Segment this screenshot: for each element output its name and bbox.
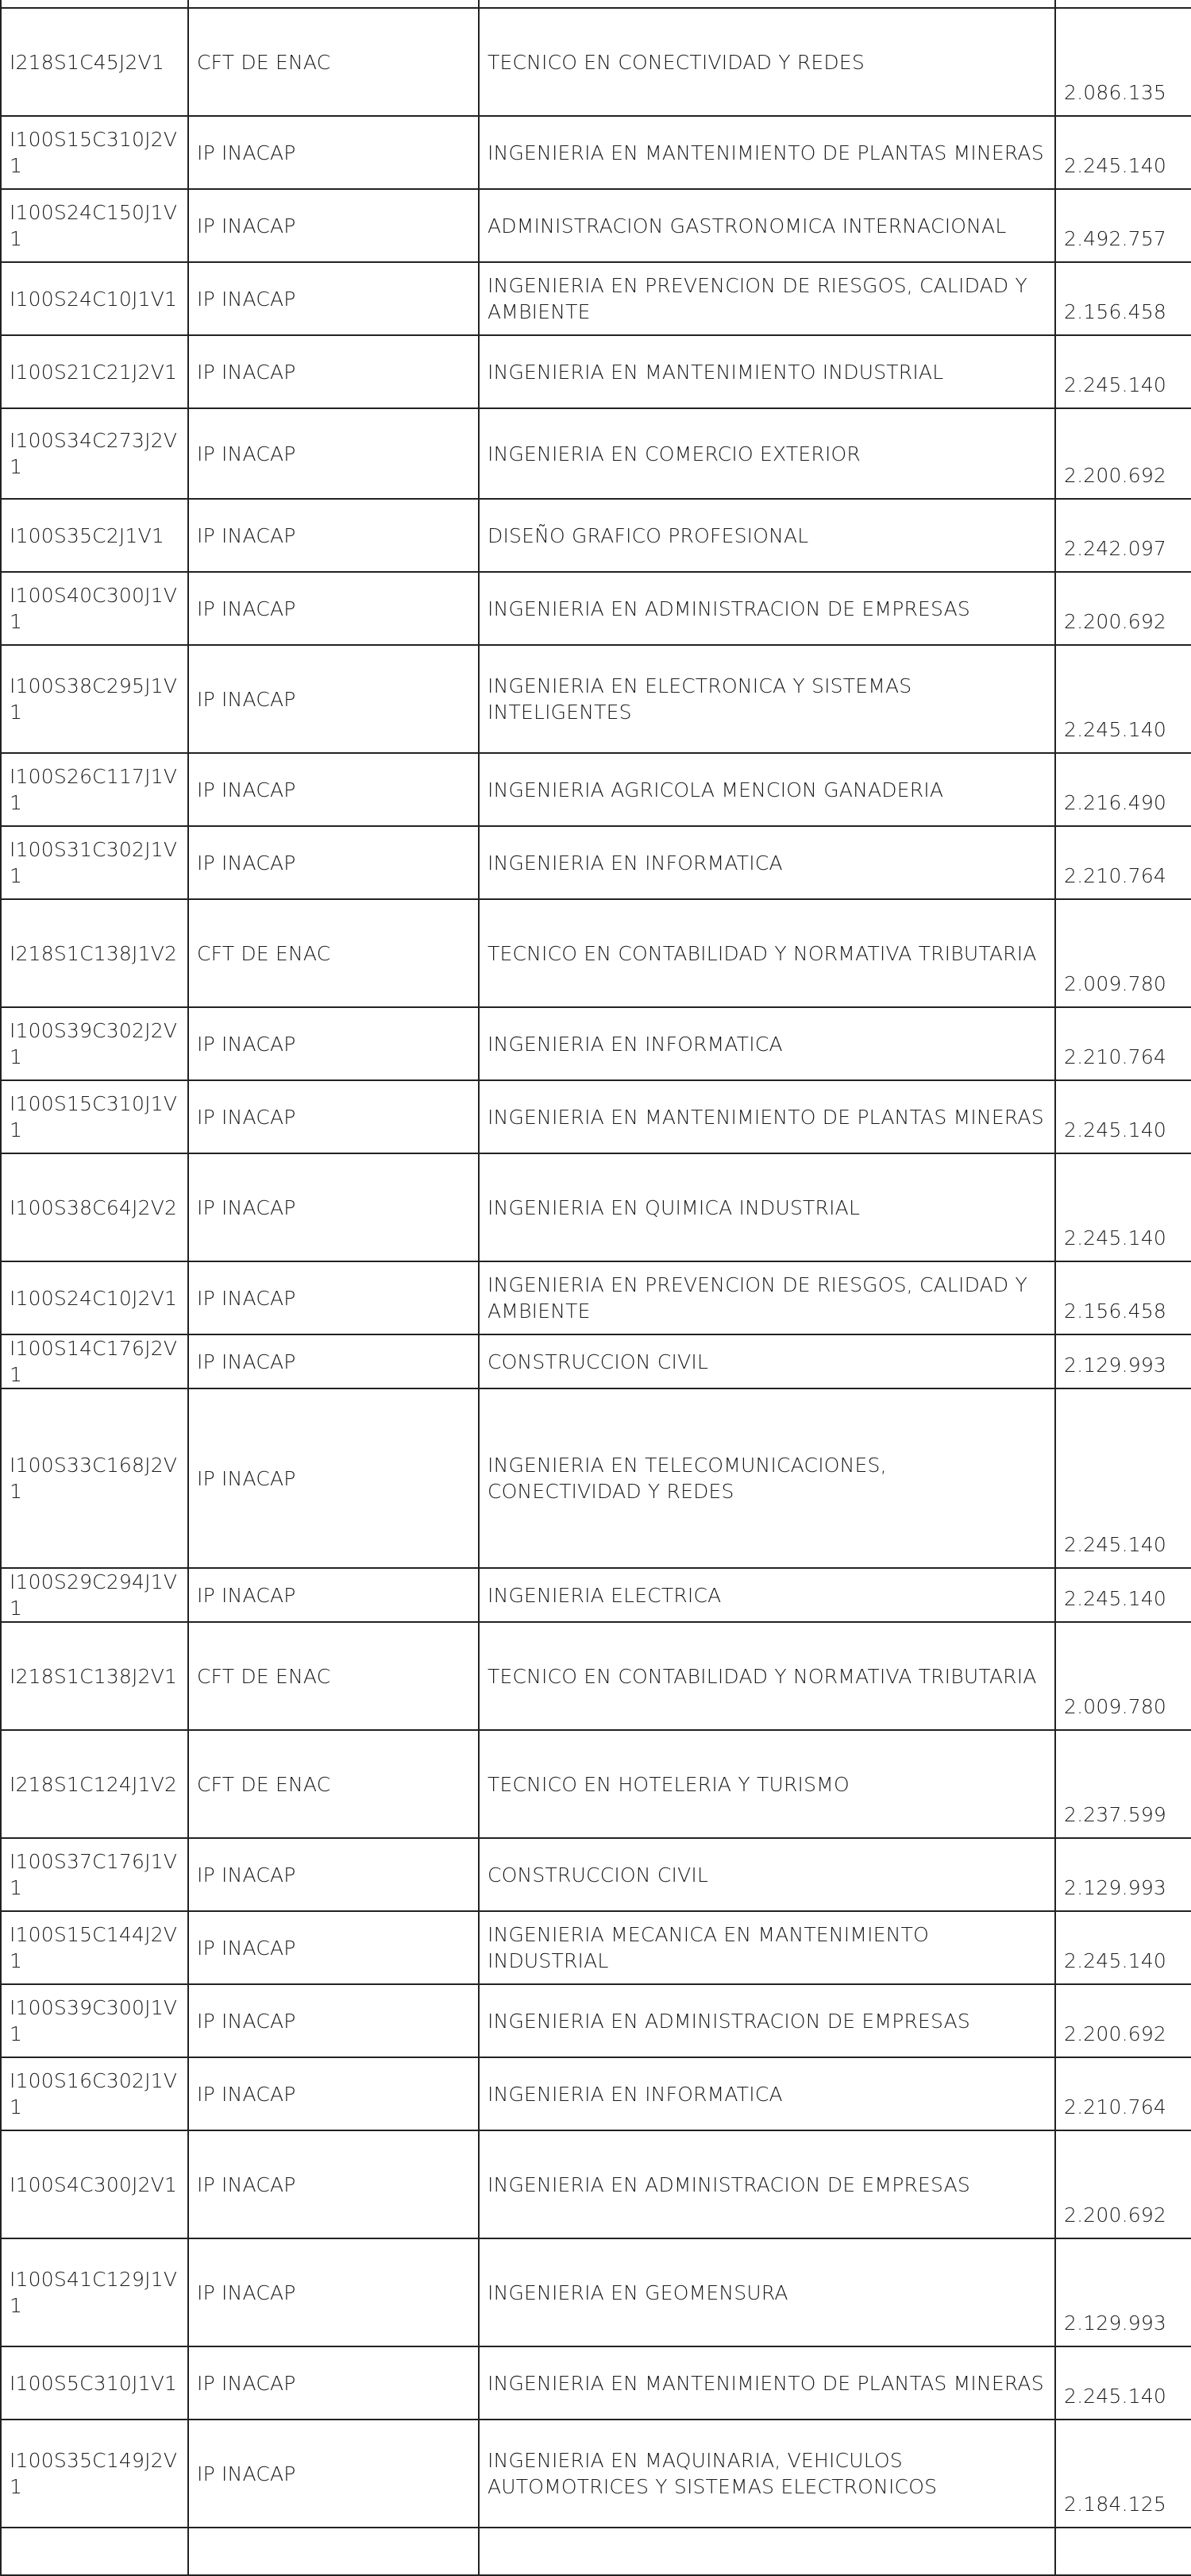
row-amount: 2.210.764	[1055, 826, 1191, 899]
row-amount: 2.245.140	[1055, 335, 1191, 408]
row-code: I100S15C310J1V1	[1, 1080, 188, 1153]
row-institution: IP INACAP	[188, 1984, 479, 2057]
row-amount: 2.245.140	[1055, 2346, 1191, 2420]
row-amount: 2.200.692	[1055, 1984, 1191, 2057]
row-amount: 2.086.135	[1055, 8, 1191, 116]
table-row	[1, 262, 1191, 335]
table-row	[1, 1007, 1191, 1080]
row-amount: 2.245.140	[1055, 116, 1191, 189]
row-code: I100S24C10J2V1	[1, 1261, 188, 1334]
row-program: INGENIERIA EN PREVENCION DE RIESGOS, CALIDAD Y AMBIENTE	[479, 1261, 1055, 1334]
row-code: I100S39C302J2V1	[1, 1007, 188, 1080]
row-code: I100S14C176J2V1	[1, 1334, 188, 1388]
table-row	[1, 2057, 1191, 2130]
table-row	[1, 335, 1191, 408]
row-program: INGENIERIA EN INFORMATICA	[479, 1007, 1055, 1080]
row-institution: IP INACAP	[188, 826, 479, 899]
table-row	[1, 408, 1191, 499]
row-program: INGENIERIA EN INFORMATICA	[479, 826, 1055, 899]
row-institution: IP INACAP	[188, 1080, 479, 1153]
row-code: I100S15C144J2V1	[1, 1911, 188, 1984]
row-program	[479, 2528, 1055, 2575]
table-row	[1, 1730, 1191, 1838]
row-amount: 2.492.757	[1055, 189, 1191, 262]
row-institution: IP INACAP	[188, 335, 479, 408]
row-program: INGENIERIA EN ADMINISTRACION DE EMPRESAS	[479, 2130, 1055, 2238]
table-row	[1, 2130, 1191, 2238]
row-amount	[1055, 2528, 1191, 2575]
row-institution	[188, 0, 479, 8]
table-row	[1, 1080, 1191, 1153]
table-row	[1, 645, 1191, 753]
row-institution: IP INACAP	[188, 2346, 479, 2420]
row-amount: 2.156.458	[1055, 1261, 1191, 1334]
row-code: I100S16C302J1V1	[1, 2057, 188, 2130]
row-code: I100S38C64J2V2	[1, 1153, 188, 1261]
row-code: I100S4C300J2V1	[1, 2130, 188, 2238]
row-program: INGENIERIA EN MAQUINARIA, VEHICULOS AUTOMOTRICES Y SISTEMAS ELECTRONICOS	[479, 2420, 1055, 2528]
table-row	[1, 753, 1191, 826]
row-amount: 2.009.780	[1055, 1622, 1191, 1730]
row-institution: IP INACAP	[188, 1153, 479, 1261]
table-row	[1, 1388, 1191, 1568]
row-code: I100S39C300J1V1	[1, 1984, 188, 2057]
row-program: INGENIERIA EN MANTENIMIENTO DE PLANTAS MINERAS	[479, 116, 1055, 189]
row-program: INGENIERIA EN ELECTRONICA Y SISTEMAS INTELIGENTES	[479, 645, 1055, 753]
row-code: I218S1C138J1V2	[1, 899, 188, 1007]
row-code: I100S24C10J1V1	[1, 262, 188, 335]
row-code: I100S24C150J1V1	[1, 189, 188, 262]
row-institution: IP INACAP	[188, 262, 479, 335]
row-program: TECNICO EN CONECTIVIDAD Y REDES	[479, 8, 1055, 116]
row-institution: IP INACAP	[188, 1334, 479, 1388]
row-code: I100S31C302J1V1	[1, 826, 188, 899]
row-code: I100S38C295J1V1	[1, 645, 188, 753]
row-code: I100S29C294J1V1	[1, 1568, 188, 1622]
row-amount: 2.184.125	[1055, 2420, 1191, 2528]
table-row	[1, 2528, 1191, 2575]
row-amount: 2.245.140	[1055, 1911, 1191, 1984]
row-institution: IP INACAP	[188, 499, 479, 572]
row-program: INGENIERIA EN MANTENIMIENTO INDUSTRIAL	[479, 335, 1055, 408]
table-row	[1, 1911, 1191, 1984]
row-institution: IP INACAP	[188, 1911, 479, 1984]
row-amount: 2.237.599	[1055, 1730, 1191, 1838]
row-institution: IP INACAP	[188, 2057, 479, 2130]
row-code: I100S40C300J1V1	[1, 572, 188, 645]
row-institution: IP INACAP	[188, 1838, 479, 1911]
row-code: I100S35C149J2V1	[1, 2420, 188, 2528]
row-institution: IP INACAP	[188, 1568, 479, 1622]
row-program: INGENIERIA EN QUIMICA INDUSTRIAL	[479, 1153, 1055, 1261]
row-amount: 2.200.692	[1055, 572, 1191, 645]
table-row	[1, 0, 1191, 8]
row-program: DISEÑO GRAFICO PROFESIONAL	[479, 499, 1055, 572]
row-amount: 2.009.780	[1055, 899, 1191, 1007]
row-code: I100S5C310J1V1	[1, 2346, 188, 2420]
row-program: INGENIERIA EN TELECOMUNICACIONES, CONECTIVIDAD Y REDES	[479, 1388, 1055, 1568]
row-code: I100S15C310J2V1	[1, 116, 188, 189]
row-institution: CFT DE ENAC	[188, 899, 479, 1007]
table-row	[1, 2420, 1191, 2528]
row-program: ADMINISTRACION GASTRONOMICA INTERNACIONAL	[479, 189, 1055, 262]
table-row	[1, 1334, 1191, 1388]
table-row	[1, 8, 1191, 116]
row-amount: 2.245.140	[1055, 1153, 1191, 1261]
row-code: I218S1C124J1V2	[1, 1730, 188, 1838]
row-program: TECNICO EN HOTELERIA Y TURISMO	[479, 1730, 1055, 1838]
table-row	[1, 1622, 1191, 1730]
row-amount: 2.210.764	[1055, 2057, 1191, 2130]
row-institution: IP INACAP	[188, 753, 479, 826]
table-row	[1, 826, 1191, 899]
row-program	[479, 0, 1055, 8]
row-program: CONSTRUCCION CIVIL	[479, 1334, 1055, 1388]
row-program: INGENIERIA ELECTRICA	[479, 1568, 1055, 1622]
row-institution: IP INACAP	[188, 645, 479, 753]
row-amount: 2.156.458	[1055, 262, 1191, 335]
row-amount: 2.200.692	[1055, 2130, 1191, 2238]
row-program: CONSTRUCCION CIVIL	[479, 1838, 1055, 1911]
row-code: I100S37C176J1V1	[1, 1838, 188, 1911]
row-institution: IP INACAP	[188, 2420, 479, 2528]
row-code: I100S21C21J2V1	[1, 335, 188, 408]
table-row	[1, 116, 1191, 189]
row-code: I100S35C2J1V1	[1, 499, 188, 572]
table-row	[1, 1568, 1191, 1622]
row-amount: 2.245.140	[1055, 645, 1191, 753]
table-body	[1, 0, 1191, 2575]
row-program: INGENIERIA EN GEOMENSURA	[479, 2238, 1055, 2346]
row-amount: 2.216.490	[1055, 753, 1191, 826]
row-program: INGENIERIA AGRICOLA MENCION GANADERIA	[479, 753, 1055, 826]
row-amount: 2.129.993	[1055, 1838, 1191, 1911]
row-amount: 2.245.140	[1055, 1388, 1191, 1568]
row-code: I100S34C273J2V1	[1, 408, 188, 499]
row-institution: IP INACAP	[188, 1007, 479, 1080]
row-institution: IP INACAP	[188, 1261, 479, 1334]
row-institution: IP INACAP	[188, 408, 479, 499]
row-institution: IP INACAP	[188, 189, 479, 262]
row-institution: IP INACAP	[188, 116, 479, 189]
row-code: I218S1C138J2V1	[1, 1622, 188, 1730]
row-code: I100S33C168J2V1	[1, 1388, 188, 1568]
row-institution: IP INACAP	[188, 2238, 479, 2346]
table-row	[1, 572, 1191, 645]
row-amount	[1055, 0, 1191, 8]
row-amount: 2.129.993	[1055, 2238, 1191, 2346]
row-code	[1, 2528, 188, 2575]
row-code: I100S41C129J1V1	[1, 2238, 188, 2346]
row-institution: IP INACAP	[188, 1388, 479, 1568]
table-row	[1, 1261, 1191, 1334]
table-row	[1, 899, 1191, 1007]
row-program: INGENIERIA MECANICA EN MANTENIMIENTO INDUSTRIAL	[479, 1911, 1055, 1984]
row-program: INGENIERIA EN COMERCIO EXTERIOR	[479, 408, 1055, 499]
row-amount: 2.210.764	[1055, 1007, 1191, 1080]
table-row	[1, 2346, 1191, 2420]
row-program: INGENIERIA EN MANTENIMIENTO DE PLANTAS MINERAS	[479, 1080, 1055, 1153]
row-amount: 2.129.993	[1055, 1334, 1191, 1388]
row-code: I218S1C45J2V1	[1, 8, 188, 116]
row-amount: 2.245.140	[1055, 1080, 1191, 1153]
row-program: TECNICO EN CONTABILIDAD Y NORMATIVA TRIBUTARIA	[479, 1622, 1055, 1730]
row-institution: IP INACAP	[188, 572, 479, 645]
row-program: INGENIERIA EN ADMINISTRACION DE EMPRESAS	[479, 572, 1055, 645]
table-row	[1, 499, 1191, 572]
row-program: INGENIERIA EN MANTENIMIENTO DE PLANTAS MINERAS	[479, 2346, 1055, 2420]
table-row	[1, 1984, 1191, 2057]
row-institution: CFT DE ENAC	[188, 1622, 479, 1730]
row-amount: 2.245.140	[1055, 1568, 1191, 1622]
table-row	[1, 189, 1191, 262]
row-code	[1, 0, 188, 8]
row-amount: 2.242.097	[1055, 499, 1191, 572]
row-code: I100S26C117J1V1	[1, 753, 188, 826]
row-institution: IP INACAP	[188, 2130, 479, 2238]
row-program: INGENIERIA EN ADMINISTRACION DE EMPRESAS	[479, 1984, 1055, 2057]
row-program: TECNICO EN CONTABILIDAD Y NORMATIVA TRIBUTARIA	[479, 899, 1055, 1007]
row-program: INGENIERIA EN INFORMATICA	[479, 2057, 1055, 2130]
row-institution	[188, 2528, 479, 2575]
table-row	[1, 2238, 1191, 2346]
table-row	[1, 1153, 1191, 1261]
row-program: INGENIERIA EN PREVENCION DE RIESGOS, CALIDAD Y AMBIENTE	[479, 262, 1055, 335]
row-amount: 2.200.692	[1055, 408, 1191, 499]
row-institution: CFT DE ENAC	[188, 1730, 479, 1838]
row-institution: CFT DE ENAC	[188, 8, 479, 116]
table-row	[1, 1838, 1191, 1911]
